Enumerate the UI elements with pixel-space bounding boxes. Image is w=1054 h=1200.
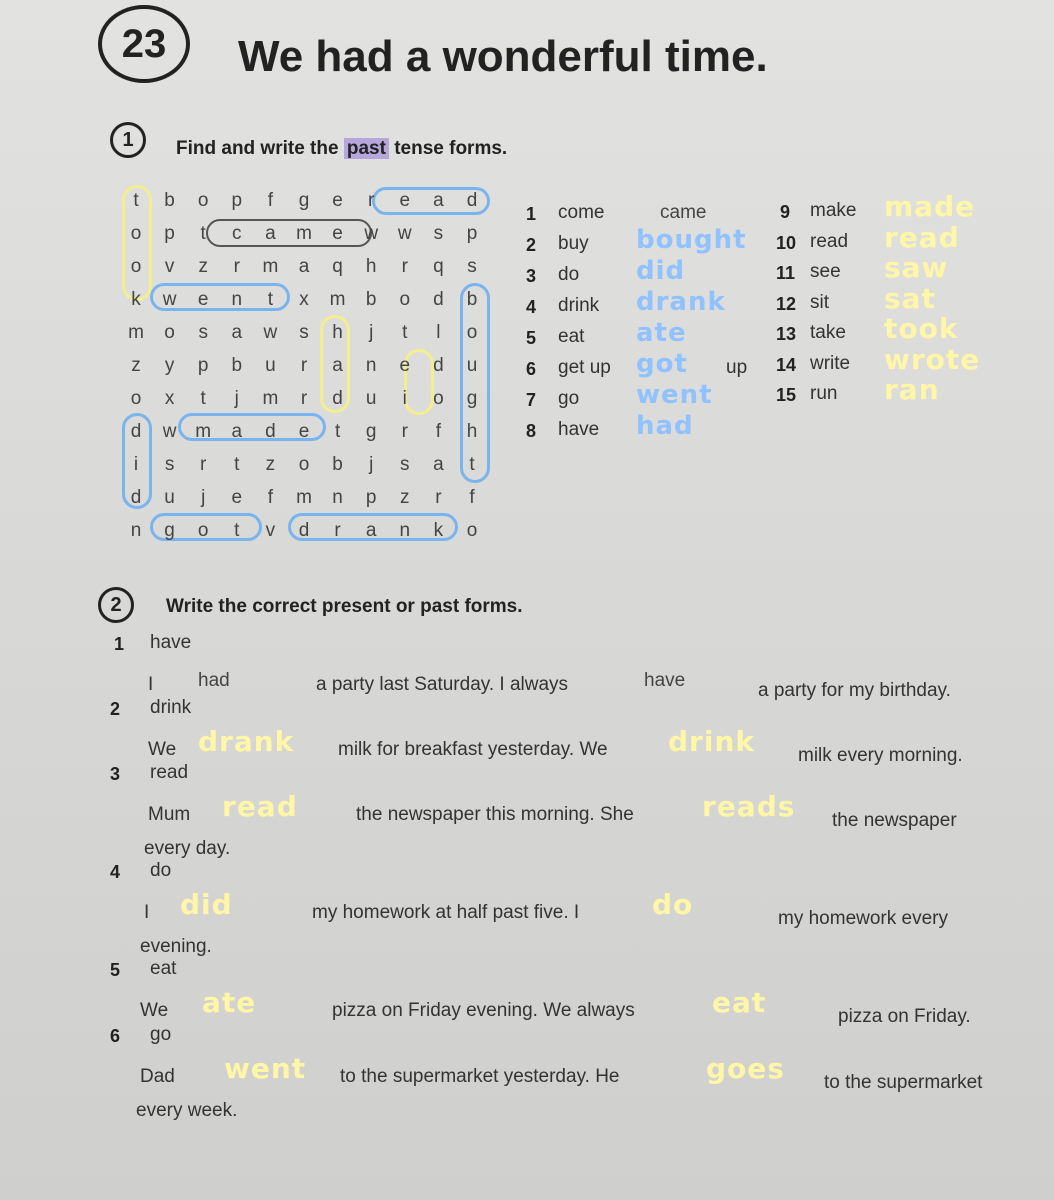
grid-letter: w [162,421,177,442]
sentence-verb: do [150,860,172,881]
sentence-answer-2-handwritten: reads [702,790,796,823]
sentence-answer-1: had [198,670,230,691]
grid-letter: s [198,322,208,343]
grid-letter: o [130,388,142,409]
sentence-subject: We [140,1000,169,1021]
grid-letter: a [433,190,444,211]
grid-letter: r [300,355,308,376]
grid-letter: d [298,520,310,541]
grid-letter: m [329,289,346,310]
list-number: 5 [526,328,537,348]
list-answer-handwritten: had [636,411,694,441]
list-answer-handwritten: went [636,380,713,410]
grid-letter: e [298,421,310,442]
sentence-middle: a party last Saturday. I always [316,674,569,695]
list-answer-handwritten: ran [884,373,940,406]
grid-letter: r [401,421,408,442]
list-verb: eat [558,326,585,347]
sentence-number: 6 [110,1026,121,1046]
grid-letter: p [197,355,209,376]
grid-letter: a [298,256,310,277]
grid-letter: a [365,520,377,541]
list-number: 7 [526,390,537,410]
grid-letter: o [164,322,175,343]
grid-letter: w [397,223,412,244]
grid-letter: u [365,388,377,409]
sentence-answer-2-handwritten: goes [706,1052,785,1085]
highlighted-word: past [344,138,389,159]
sentence-answer-2-handwritten: drink [668,725,756,758]
sentence-continuation: evening. [140,936,212,957]
list-suffix: up [726,357,748,378]
sentence-continuation: every day. [144,838,231,859]
list-answer-handwritten: ate [636,318,687,348]
list-verb: have [558,419,600,440]
sentence-verb: go [150,1024,172,1045]
list-verb: take [810,322,846,343]
grid-letter: q [433,256,444,277]
grid-letter: n [231,289,243,310]
list-verb: do [558,264,580,285]
sentence-verb: read [150,762,189,783]
grid-letter: r [233,256,240,277]
grid-letter: b [466,289,478,310]
grid-letter: r [401,256,408,277]
sentence-end: my homework every [778,908,948,929]
grid-letter: d [265,421,276,442]
word-search-grid [122,185,497,545]
list-number: 3 [526,266,537,286]
list-answer-handwritten: drank [636,287,726,317]
list-answer-handwritten: bought [636,225,747,255]
grid-letter: r [334,520,341,541]
grid-letter: e [399,355,411,376]
grid-letter: g [298,190,310,211]
grid-letter: o [433,388,444,409]
sentence-verb: drink [150,697,192,718]
sentence-number: 2 [110,699,121,719]
grid-letter: b [164,190,175,211]
list-number: 1 [526,204,537,224]
unit-number-badge [98,5,190,83]
exercise-1-number: 1 [122,128,134,151]
grid-letter: d [466,190,478,211]
grid-letter: d [433,289,444,310]
list-answer-handwritten: got [636,349,688,379]
exercise-1-badge [110,122,146,158]
sentence-end: a party for my birthday. [758,680,951,701]
grid-letter: p [466,223,478,244]
grid-letter: m [296,487,312,508]
grid-letter: t [234,454,240,475]
grid-letter: b [332,454,343,475]
sentence-number: 3 [110,764,121,784]
list-verb: go [558,388,580,409]
grid-letter: r [368,190,375,211]
grid-letter: v [265,520,276,541]
grid-letter: o [130,256,142,277]
grid-letter: r [435,487,442,508]
list-number: 8 [526,421,537,441]
sentence-answer-2-handwritten: eat [712,986,767,1019]
sentence-subject: Dad [140,1066,175,1087]
grid-letter: z [265,454,276,475]
grid-letter: t [200,223,206,244]
list-number: 15 [776,385,797,405]
grid-letter: a [433,454,444,475]
grid-letter: l [436,322,441,343]
grid-letter: j [369,454,374,475]
instruction-text: Find and write the [176,138,344,159]
grid-letter: n [365,355,377,376]
grid-letter: s [164,454,175,475]
list-number: 9 [780,202,791,222]
grid-letter: z [400,487,410,508]
grid-letter: w [263,322,278,343]
sentence-middle: pizza on Friday evening. We always [332,1000,635,1021]
grid-letter: u [164,487,175,508]
list-answer-handwritten: did [636,256,686,286]
sentence-number: 1 [114,634,125,654]
list-answer-handwritten: made [884,190,976,223]
grid-letter: h [466,421,478,442]
grid-letter: x [299,289,309,310]
grid-letter: m [128,322,144,343]
list-number: 4 [526,297,537,317]
grid-letter: a [231,421,243,442]
grid-letter: e [332,190,343,211]
grid-letter: f [469,487,475,508]
grid-letter: o [298,454,310,475]
list-number: 11 [776,263,796,283]
sentence-end: pizza on Friday. [838,1006,971,1027]
grid-letter: g [164,520,175,541]
grid-letter: o [197,190,209,211]
grid-letter: r [300,388,308,409]
grid-letter: i [133,454,139,475]
list-number: 12 [776,293,797,314]
grid-letter: s [299,322,309,343]
list-answer-handwritten: wrote [884,342,981,376]
grid-letter: e [197,289,209,310]
sentence-subject: I [144,902,150,923]
list-verb: buy [558,233,589,254]
grid-letter: f [267,190,274,211]
list-answer-handwritten: sat [884,281,936,315]
sentence-verb: have [150,632,192,653]
grid-letter: u [265,355,276,376]
grid-letter: q [332,256,343,277]
list-number: 2 [526,235,537,255]
list-number: 10 [776,232,797,253]
grid-letter: c [232,223,242,244]
grid-letter: o [399,289,411,310]
sentence-subject: I [148,674,154,695]
grid-letter: v [164,256,175,277]
grid-letter: f [435,421,442,442]
grid-letter: s [467,256,477,277]
grid-letter: a [332,355,343,376]
list-verb: get up [558,357,611,378]
grid-letter: m [296,223,312,244]
grid-letter: f [267,487,274,508]
sentence-subject: We [148,739,177,760]
sentence-subject: Mum [148,804,191,825]
sentence-middle: milk for breakfast yesterday. We [338,739,608,760]
sentence-answer-2-handwritten: do [652,888,694,921]
unit-title: We had a wonderful time. [238,32,768,81]
list-answer-handwritten: read [884,220,960,254]
list-verb: sit [810,291,829,313]
list-verb: see [810,261,841,282]
list-number: 6 [526,359,537,379]
grid-letter: w [162,289,177,310]
grid-letter: e [231,487,243,508]
exercise-2-number: 2 [110,593,122,616]
unit-number: 23 [121,21,167,66]
list-verb: write [810,352,851,374]
grid-letter: p [164,223,175,244]
sentence-number: 4 [110,862,121,882]
grid-letter: p [231,190,243,211]
list-number: 14 [776,354,797,375]
grid-letter: d [130,421,142,442]
sentence-middle: my homework at half past five. I [312,902,580,923]
sentence-answer-1-handwritten: went [224,1052,307,1085]
exercise-2-instruction: Write the correct present or past forms. [166,596,523,617]
grid-letter: o [466,520,478,541]
grid-letter: h [332,322,343,343]
grid-letter: z [198,256,208,277]
grid-letter: j [234,388,239,409]
grid-letter: b [365,289,377,310]
grid-letter: z [131,355,141,376]
grid-letter: j [201,487,206,508]
grid-letter: k [131,289,141,310]
grid-letter: b [231,355,243,376]
sentence-number: 5 [110,960,121,980]
grid-letter: o [466,322,478,343]
grid-letter: d [332,388,343,409]
grid-letter: x [164,388,175,409]
list-answer-handwritten: took [884,312,959,345]
sentence-end: the newspaper [832,810,957,831]
grid-letter: d [433,355,444,376]
sentence-answer-2: have [644,670,686,691]
grid-letter: i [402,388,407,409]
grid-letter: t [133,190,139,211]
grid-letter: k [433,520,444,541]
grid-letter: t [267,289,274,310]
grid-letter: j [369,322,374,343]
grid-letter: t [200,388,206,409]
grid-letter: t [234,520,240,541]
grid-letter: g [466,388,478,409]
grid-letter: m [195,421,212,442]
list-verb: read [810,230,849,252]
grid-letter: m [262,256,279,277]
list-answer: came [660,202,707,223]
grid-letter: a [231,322,243,343]
grid-letter: t [469,454,475,475]
list-verb: come [558,202,605,223]
list-verb: make [810,200,857,221]
sentence-answer-1-handwritten: ate [202,986,257,1019]
grid-letter: d [130,487,142,508]
grid-letter: u [466,355,478,376]
grid-letter: n [399,520,411,541]
grid-letter: w [364,223,379,244]
list-verb: run [810,383,838,404]
grid-letter: y [164,355,175,376]
grid-letter: p [365,487,377,508]
grid-letter: o [197,520,209,541]
exercise-1-instruction [176,138,507,160]
grid-letter: a [265,223,276,244]
list-verb: drink [558,295,600,316]
sentence-answer-1-handwritten: read [222,790,298,823]
sentence-middle: to the supermarket yesterday. He [340,1066,620,1087]
sentence-verb: eat [150,958,177,979]
grid-letter: e [399,190,411,211]
grid-letter: t [334,421,341,442]
grid-letter: m [262,388,279,409]
grid-letter: t [402,322,408,343]
grid-letter: h [365,256,377,277]
list-answer-handwritten: saw [884,251,949,284]
grid-letter: o [130,223,142,244]
sentence-middle: the newspaper this morning. She [356,804,634,825]
grid-letter: s [400,454,410,475]
list-number: 13 [776,324,797,344]
sentence-end: to the supermarket [824,1072,983,1093]
sentence-answer-1-handwritten: drank [198,725,295,758]
grid-letter: e [332,223,343,244]
grid-letter: n [332,487,343,508]
grid-letter: n [130,520,142,541]
exercise-2-badge [98,587,134,623]
sentence-end: milk every morning. [798,745,963,766]
sentence-continuation: every week. [136,1100,238,1121]
sentence-answer-1-handwritten: did [180,888,233,921]
grid-letter: s [433,223,444,244]
instruction-text-end: tense forms. [388,138,508,159]
grid-letter: r [200,454,207,475]
grid-letter: g [365,421,377,442]
